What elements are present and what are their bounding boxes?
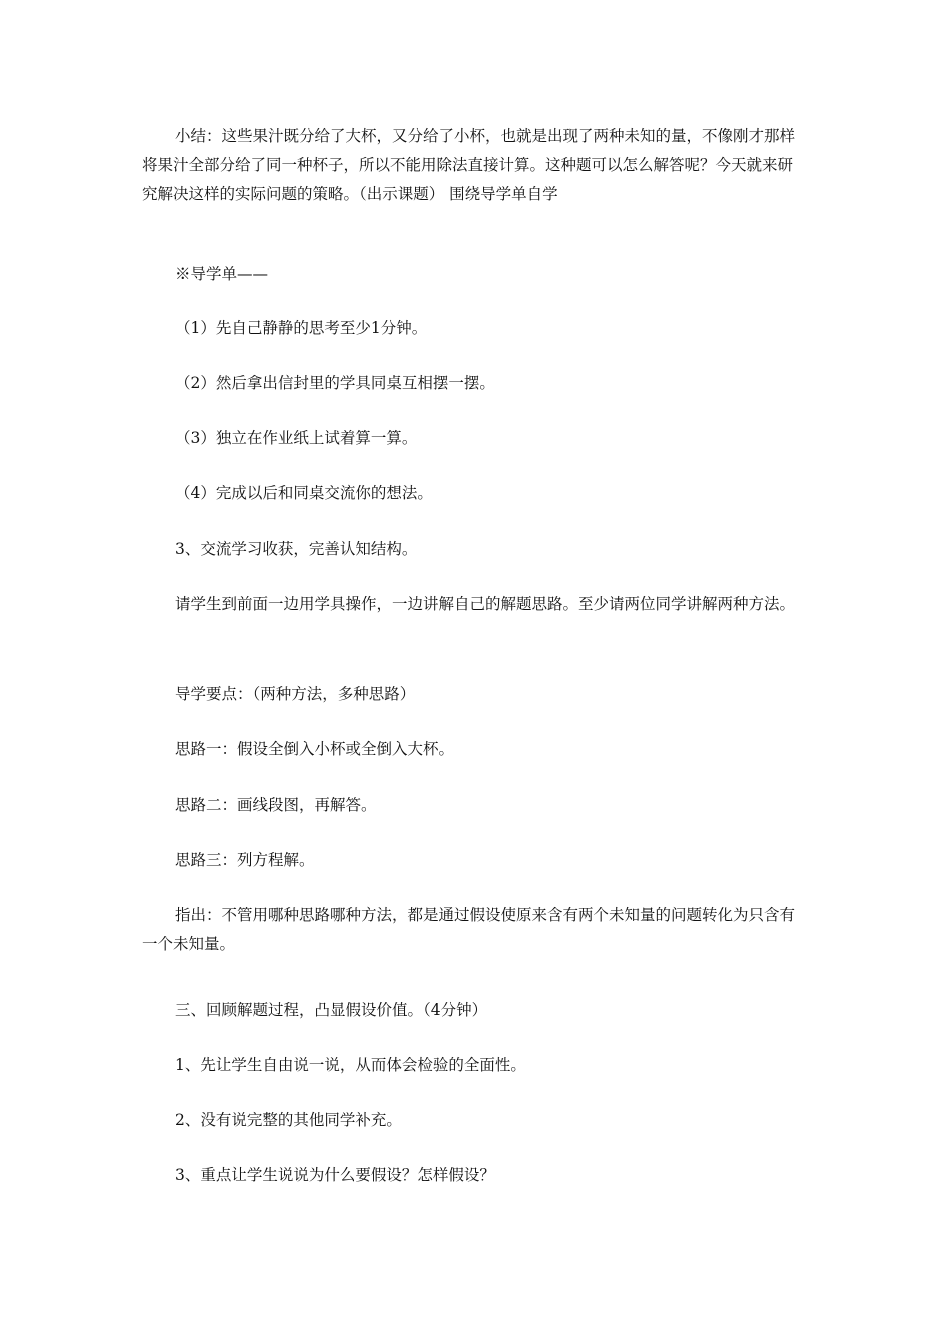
summary-paragraph: 小结：这些果汁既分给了大杯，又分给了小杯，也就是出现了两种未知的量，不像刚才那样将果汁全部分给了同一种杯子，所以不能用除法直接计算。这种题可以怎么解答呢？今天就来研究解决这样的实际问题的策略。（出示课题） 围绕导学单自学 <box>142 127 796 203</box>
student-explain-paragraph: 请学生到前面一边用学具操作，一边讲解自己的解题思路。至少请两位同学讲解两种方法。 <box>175 595 796 613</box>
guide-step-3: （3）独立在作业纸上试着算一算。 <box>175 429 418 447</box>
approach-1: 思路一：假设全倒入小杯或全倒入大杯。 <box>175 740 455 758</box>
review-step-2: 2、没有说完整的其他同学补充。 <box>175 1111 402 1129</box>
guide-key-points: 导学要点：（两种方法，多种思路） <box>175 685 416 703</box>
guide-step-1: （1）先自己静静的思考至少1分钟。 <box>175 319 428 337</box>
approach-2: 思路二：画线段图，再解答。 <box>175 796 377 814</box>
approach-3: 思路三：列方程解。 <box>175 851 315 869</box>
guide-step-4: （4）完成以后和同桌交流你的想法。 <box>175 484 433 502</box>
part-3-heading: 三、回顾解题过程，凸显假设价值。（4分钟） <box>175 1001 488 1019</box>
section-3-heading: 3、交流学习收获，完善认知结构。 <box>175 540 418 558</box>
conclusion-paragraph: 指出：不管用哪种思路哪种方法，都是通过假设使原来含有两个未知量的问题转化为只含有一个未知量。 <box>142 906 796 953</box>
review-step-3: 3、重点让学生说说为什么要假设？怎样假设？ <box>175 1166 495 1184</box>
guide-step-2: （2）然后拿出信封里的学具同桌互相摆一摆。 <box>175 374 495 392</box>
guide-sheet-heading: ※导学单—— <box>175 265 269 283</box>
review-step-1: 1、先让学生自由说一说，从而体会检验的全面性。 <box>175 1056 526 1074</box>
